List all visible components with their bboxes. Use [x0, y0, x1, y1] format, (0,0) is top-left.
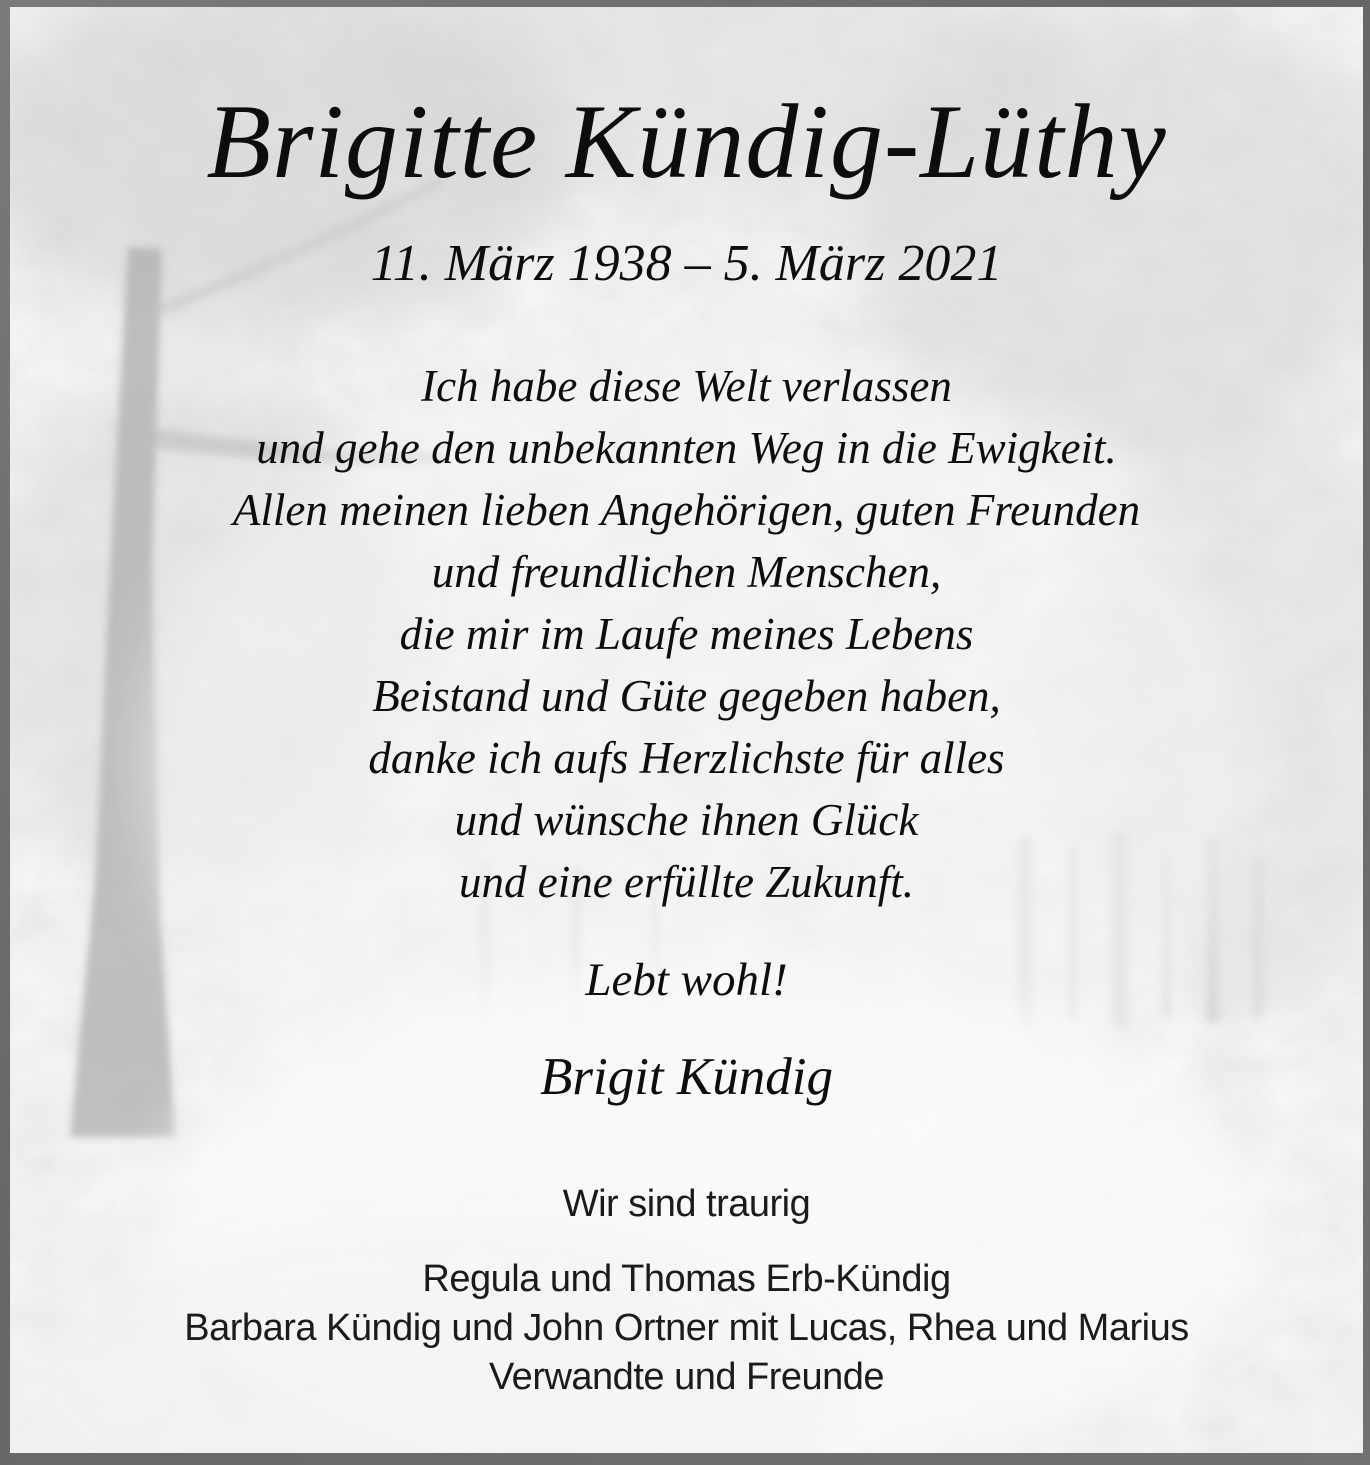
poem-line: und wünsche ihnen Glück [454, 795, 919, 845]
notice-content [10, 7, 1363, 1453]
mourner-line: Regula und Thomas Erb-Kündig [422, 1258, 951, 1300]
farewell-poem [10, 355, 1363, 913]
poem-line: und eine erfüllte Zukunft. [459, 857, 914, 907]
poem-line: die mir im Laufe meines Lebens [399, 609, 974, 659]
mourner-line: Verwandte und Freunde [488, 1356, 885, 1398]
poem-line: Allen meinen lieben Angehörigen, guten Freunden [232, 485, 1141, 535]
life-dates: 11. März 1938 – 5. März 2021 [370, 235, 1003, 292]
poem-line: und gehe den unbekannten Weg in die Ewigkeit. [256, 423, 1117, 473]
poem-line: Ich habe diese Welt verlassen [421, 361, 952, 411]
signature-text: Brigit Kündig [539, 1048, 833, 1106]
deceased-name: Brigitte Kündig-Lüthy [206, 83, 1167, 200]
mourner-line: Barbara Kündig und John Ortner mit Lucas, Rhea und Marius [184, 1307, 1189, 1349]
poem-line: und freundlichen Menschen, [431, 547, 942, 597]
notice-card [10, 7, 1363, 1453]
farewell-text: Lebt wohl! [585, 954, 788, 1006]
poem-line: danke ich aufs Herzlichste für alles [368, 733, 1005, 783]
mourning-intro: Wir sind traurig [562, 1183, 811, 1225]
poem-line: Beistand und Güte gegeben haben, [372, 671, 1001, 721]
mourners-list [10, 1255, 1363, 1402]
